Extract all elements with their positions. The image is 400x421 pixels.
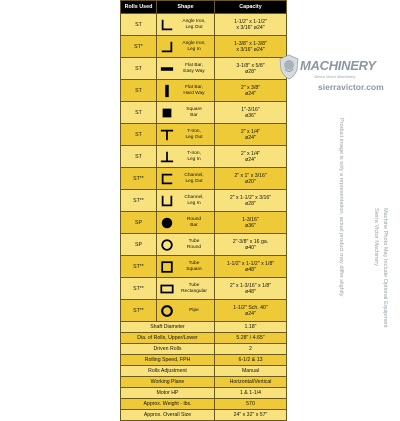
rolls-used-cell: ST (121, 102, 157, 124)
shape-cell (157, 234, 215, 256)
rolls-used-cell: ST** (121, 300, 157, 322)
watermark-brand: MACHINERY (300, 58, 376, 73)
rolls-used-cell: SP (121, 234, 157, 256)
rolls-used-cell: SP (121, 212, 157, 234)
header-rolls-used: Rolls Used (121, 1, 157, 14)
shape-label: Angle Iron, Leg In (182, 41, 206, 52)
shape-row (121, 80, 287, 102)
capacity-cell: 1-3/16" ø36" (215, 212, 287, 234)
shape-cell (157, 190, 215, 212)
spec-value: 1 & 1-1/4 (215, 388, 287, 399)
spec-row (121, 366, 287, 377)
spec-value: 5.28" / 4.65" (215, 333, 287, 344)
spec-value: Manual (215, 366, 287, 377)
capacity-cell: 1"-3/16" ø36" (215, 102, 287, 124)
shape-cell (157, 168, 215, 190)
lion-badge-icon (278, 54, 300, 80)
shape-label: Tube Rectangular (181, 283, 207, 294)
rolls-used-cell: ST** (121, 278, 157, 300)
tube-square-icon (160, 260, 174, 274)
capacity-cell: 2" x 3/8" ø24" (215, 80, 287, 102)
shape-row (121, 300, 287, 322)
capacity-table (120, 0, 287, 421)
spec-label: Shaft Diameter (121, 322, 215, 333)
angle-in-icon (160, 40, 174, 54)
tube-round-icon (160, 238, 174, 252)
rolls-used-cell: ST (121, 58, 157, 80)
header-shape: Shape (157, 1, 215, 14)
rolls-used-cell: ST (121, 146, 157, 168)
shape-cell (157, 80, 215, 102)
shape-row (121, 168, 287, 190)
watermark-url: sierravictor.com (318, 82, 384, 92)
rolls-used-cell: ST (121, 80, 157, 102)
shape-label: Round Bar (186, 217, 202, 228)
spec-row (121, 344, 287, 355)
tube-rect-icon (160, 282, 174, 296)
spec-row (121, 377, 287, 388)
shape-cell (157, 212, 215, 234)
square-bar-icon (160, 106, 174, 120)
spec-label: Approx. Overall Size (121, 410, 215, 421)
side-brand-text: Sierra Victor Machinery (373, 208, 379, 267)
angle-out-icon (160, 18, 174, 32)
spec-label: Motor HP (121, 388, 215, 399)
channel-in-icon (160, 194, 174, 208)
shape-cell (157, 58, 215, 80)
capacity-cell: 1-1/2" x 1-1/2" x 1/8" ø48" (215, 256, 287, 278)
spec-row (121, 388, 287, 399)
capacity-cell: 1-1/2" x 1-1/2" x 3/16" ø24" (215, 14, 287, 36)
shape-row (121, 146, 287, 168)
shape-row (121, 278, 287, 300)
flat-easy-icon (160, 62, 174, 76)
shape-cell (157, 14, 215, 36)
channel-out-icon (160, 172, 174, 186)
rolls-used-cell: ST* (121, 36, 157, 58)
rolls-used-cell: ST (121, 14, 157, 36)
spec-label: Rolls Adjustment (121, 366, 215, 377)
capacity-cell: 2" x 1-3/16" x 1/8" ø48" (215, 278, 287, 300)
shape-row (121, 14, 287, 36)
spec-row (121, 355, 287, 366)
optional-equipment-note: Machine Photo May Include Optional Equipment (382, 208, 388, 328)
shape-label: Angle Iron, Leg Out (182, 19, 206, 30)
capacity-cell: 2" x 1" x 3/16" ø20" (215, 168, 287, 190)
rolls-used-cell: ST** (121, 256, 157, 278)
spec-value: 1.18" (215, 322, 287, 333)
flat-hard-icon (160, 84, 174, 98)
shape-label: Square Bar (186, 107, 202, 118)
t-leg-in-icon (160, 150, 174, 164)
spec-label: Working Plane (121, 377, 215, 388)
watermark-tagline: Sierra Victor Machinery (314, 74, 356, 79)
shape-label: Tube Square (186, 261, 202, 272)
spec-label: Dia. of Rolls, Upper/Lower (121, 333, 215, 344)
t-leg-out-icon (160, 128, 174, 142)
spec-value: 2 (215, 344, 287, 355)
spec-label: Rolling Speed, FPH (121, 355, 215, 366)
shape-row (121, 234, 287, 256)
spec-row (121, 322, 287, 333)
shape-row (121, 212, 287, 234)
shape-row (121, 256, 287, 278)
spec-label: Driven Rolls (121, 344, 215, 355)
header-capacity: Capacity (215, 1, 287, 14)
watermark-logo (278, 52, 398, 104)
capacity-cell: 1-3/8" x 1-3/8" x 3/16" ø24" (215, 36, 287, 58)
rolls-used-cell: ST** (121, 168, 157, 190)
rolls-used-cell: ST** (121, 190, 157, 212)
shape-label: T-Iron, Leg In (187, 151, 201, 162)
shape-label: Tube Round (186, 239, 202, 250)
shape-label: Flat Bar, Easy Way (183, 63, 205, 74)
disclaimer-text: Product image is only a representation, actual product may differ slightly (338, 118, 344, 297)
shape-cell (157, 278, 215, 300)
shape-cell (157, 300, 215, 322)
shape-label: Channel, Leg Out (184, 173, 204, 184)
round-bar-icon (160, 216, 174, 230)
spec-value: 6-1/2 & 13 (215, 355, 287, 366)
shape-cell (157, 146, 215, 168)
pipe-icon (160, 304, 174, 318)
spec-label: Approx. Weight - lbs. (121, 399, 215, 410)
spec-row (121, 399, 287, 410)
table-header-row (121, 1, 287, 14)
capacity-cell: 3-1/8" x 5/8" ø28" (215, 58, 287, 80)
shape-row (121, 58, 287, 80)
shape-label: Pipe (189, 307, 199, 313)
rolls-used-cell: ST (121, 124, 157, 146)
spec-value: 570 (215, 399, 287, 410)
spec-value: 24" x 32" x 57" (215, 410, 287, 421)
shape-cell (157, 102, 215, 124)
spec-row (121, 410, 287, 421)
shape-row (121, 124, 287, 146)
shape-label: T-Iron, Leg Out (185, 129, 203, 140)
shape-cell (157, 36, 215, 58)
shape-row (121, 102, 287, 124)
shape-row (121, 190, 287, 212)
spec-row (121, 333, 287, 344)
shape-cell (157, 256, 215, 278)
capacity-cell: 2" x 1-1/2" x 3/16" ø28" (215, 190, 287, 212)
shape-row (121, 36, 287, 58)
shape-cell (157, 124, 215, 146)
shape-label: Channel, Leg In (184, 195, 204, 206)
capacity-cell: 2" x 1/4" ø24" (215, 124, 287, 146)
shape-label: Flat Bar, Hard Way (183, 85, 205, 96)
capacity-cell: 2"-3/8" x 16 ga. ø40" (215, 234, 287, 256)
capacity-cell: 2" x 1/4" ø24" (215, 146, 287, 168)
spec-value: Horizontal/Vertical (215, 377, 287, 388)
capacity-cell: 1-1/2" Sch. 40" ø24" (215, 300, 287, 322)
